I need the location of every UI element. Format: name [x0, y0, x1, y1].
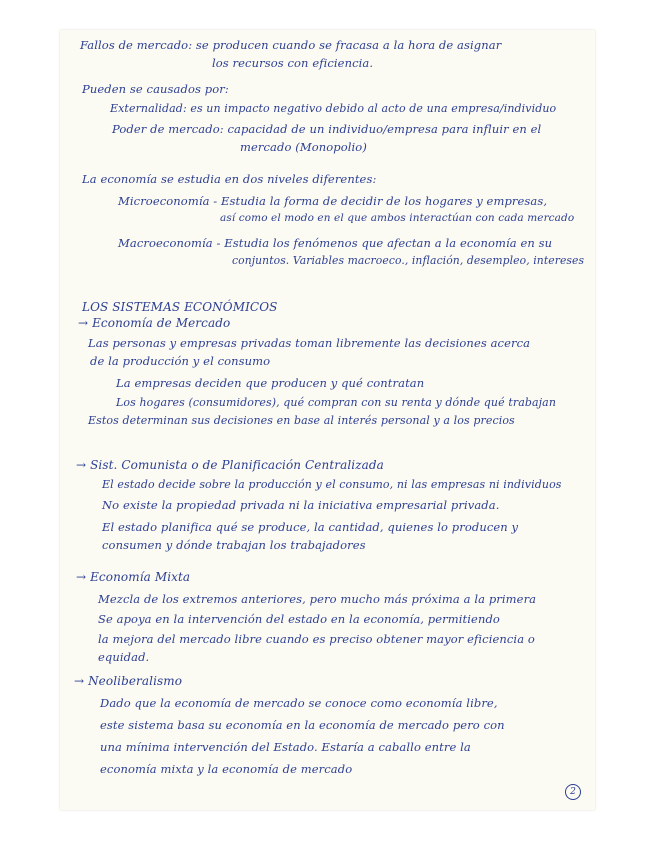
line-2: los recursos con eficiencia. — [212, 56, 374, 70]
line-15: de la producción y el consumo — [90, 354, 271, 368]
line-5: Poder de mercado: capacidad de un individuo/empresa para influir en el — [112, 122, 542, 136]
line-10: Macroeconomía - Estudia los fenómenos que afectan a la economía en su — [118, 236, 553, 250]
line-23: consumen y dónde trabajan los trabajadores — [102, 538, 366, 552]
heading-neoliberalismo: → Neoliberalismo — [74, 674, 183, 688]
line-25: Mezcla de los extremos anteriores, pero mucho más próxima a la primera — [98, 592, 537, 606]
line-17: Los hogares (consumidores), qué compran con su renta y dónde qué trabajan — [116, 396, 557, 409]
line-9: así como el modo en el que ambos interactúan con cada mercado — [220, 212, 575, 224]
line-16: La empresas deciden que producen y qué contratan — [116, 376, 425, 390]
line-32: una mínima intervención del Estado. Estaría a caballo entre la — [100, 740, 471, 754]
line-11: conjuntos. Variables macroeco., inflación, desempleo, intereses — [232, 254, 585, 267]
notebook-page — [60, 30, 595, 810]
heading-mercado: → Economía de Mercado — [78, 316, 231, 330]
section-title: LOS SISTEMAS ECONÓMICOS — [82, 300, 278, 314]
line-27: la mejora del mercado libre cuando es preciso obtener mayor eficiencia o — [98, 632, 535, 646]
line-33: economía mixta y la economía de mercado — [100, 762, 353, 776]
line-8: Microeconomía - Estudia la forma de decidir de los hogares y empresas, — [118, 194, 548, 208]
line-30: Dado que la economía de mercado se conoce como economía libre, — [100, 696, 498, 710]
line-26: Se apoya en la intervención del estado en la economía, permitiendo — [98, 612, 500, 626]
line-21: No existe la propiedad privada ni la iniciativa empresarial privada. — [102, 498, 500, 512]
line-6: mercado (Monopolio) — [240, 140, 367, 154]
heading-comunista: → Sist. Comunista o de Planificación Centralizada — [76, 458, 384, 472]
heading-mixta: → Economía Mixta — [76, 570, 191, 584]
line-20: El estado decide sobre la producción y el consumo, ni las empresas ni individuos — [102, 478, 562, 491]
line-31: este sistema basa su economía en la economía de mercado pero con — [100, 718, 505, 732]
line-22: El estado planifica qué se produce, la cantidad, quienes lo producen y — [102, 520, 519, 534]
line-18: Estos determinan sus decisiones en base al interés personal y a los precios — [88, 414, 515, 427]
line-14: Las personas y empresas privadas toman libremente las decisiones acerca — [88, 336, 531, 350]
line-28: equidad. — [98, 650, 150, 664]
page-number: 2 — [565, 784, 581, 800]
line-3: Pueden se causados por: — [82, 82, 229, 96]
line-7: La economía se estudia en dos niveles diferentes: — [82, 172, 377, 186]
line-4: Externalidad: es un impacto negativo debido al acto de una empresa/individuo — [110, 102, 557, 115]
line-1: Fallos de mercado: se producen cuando se fracasa a la hora de asignar — [80, 38, 502, 52]
